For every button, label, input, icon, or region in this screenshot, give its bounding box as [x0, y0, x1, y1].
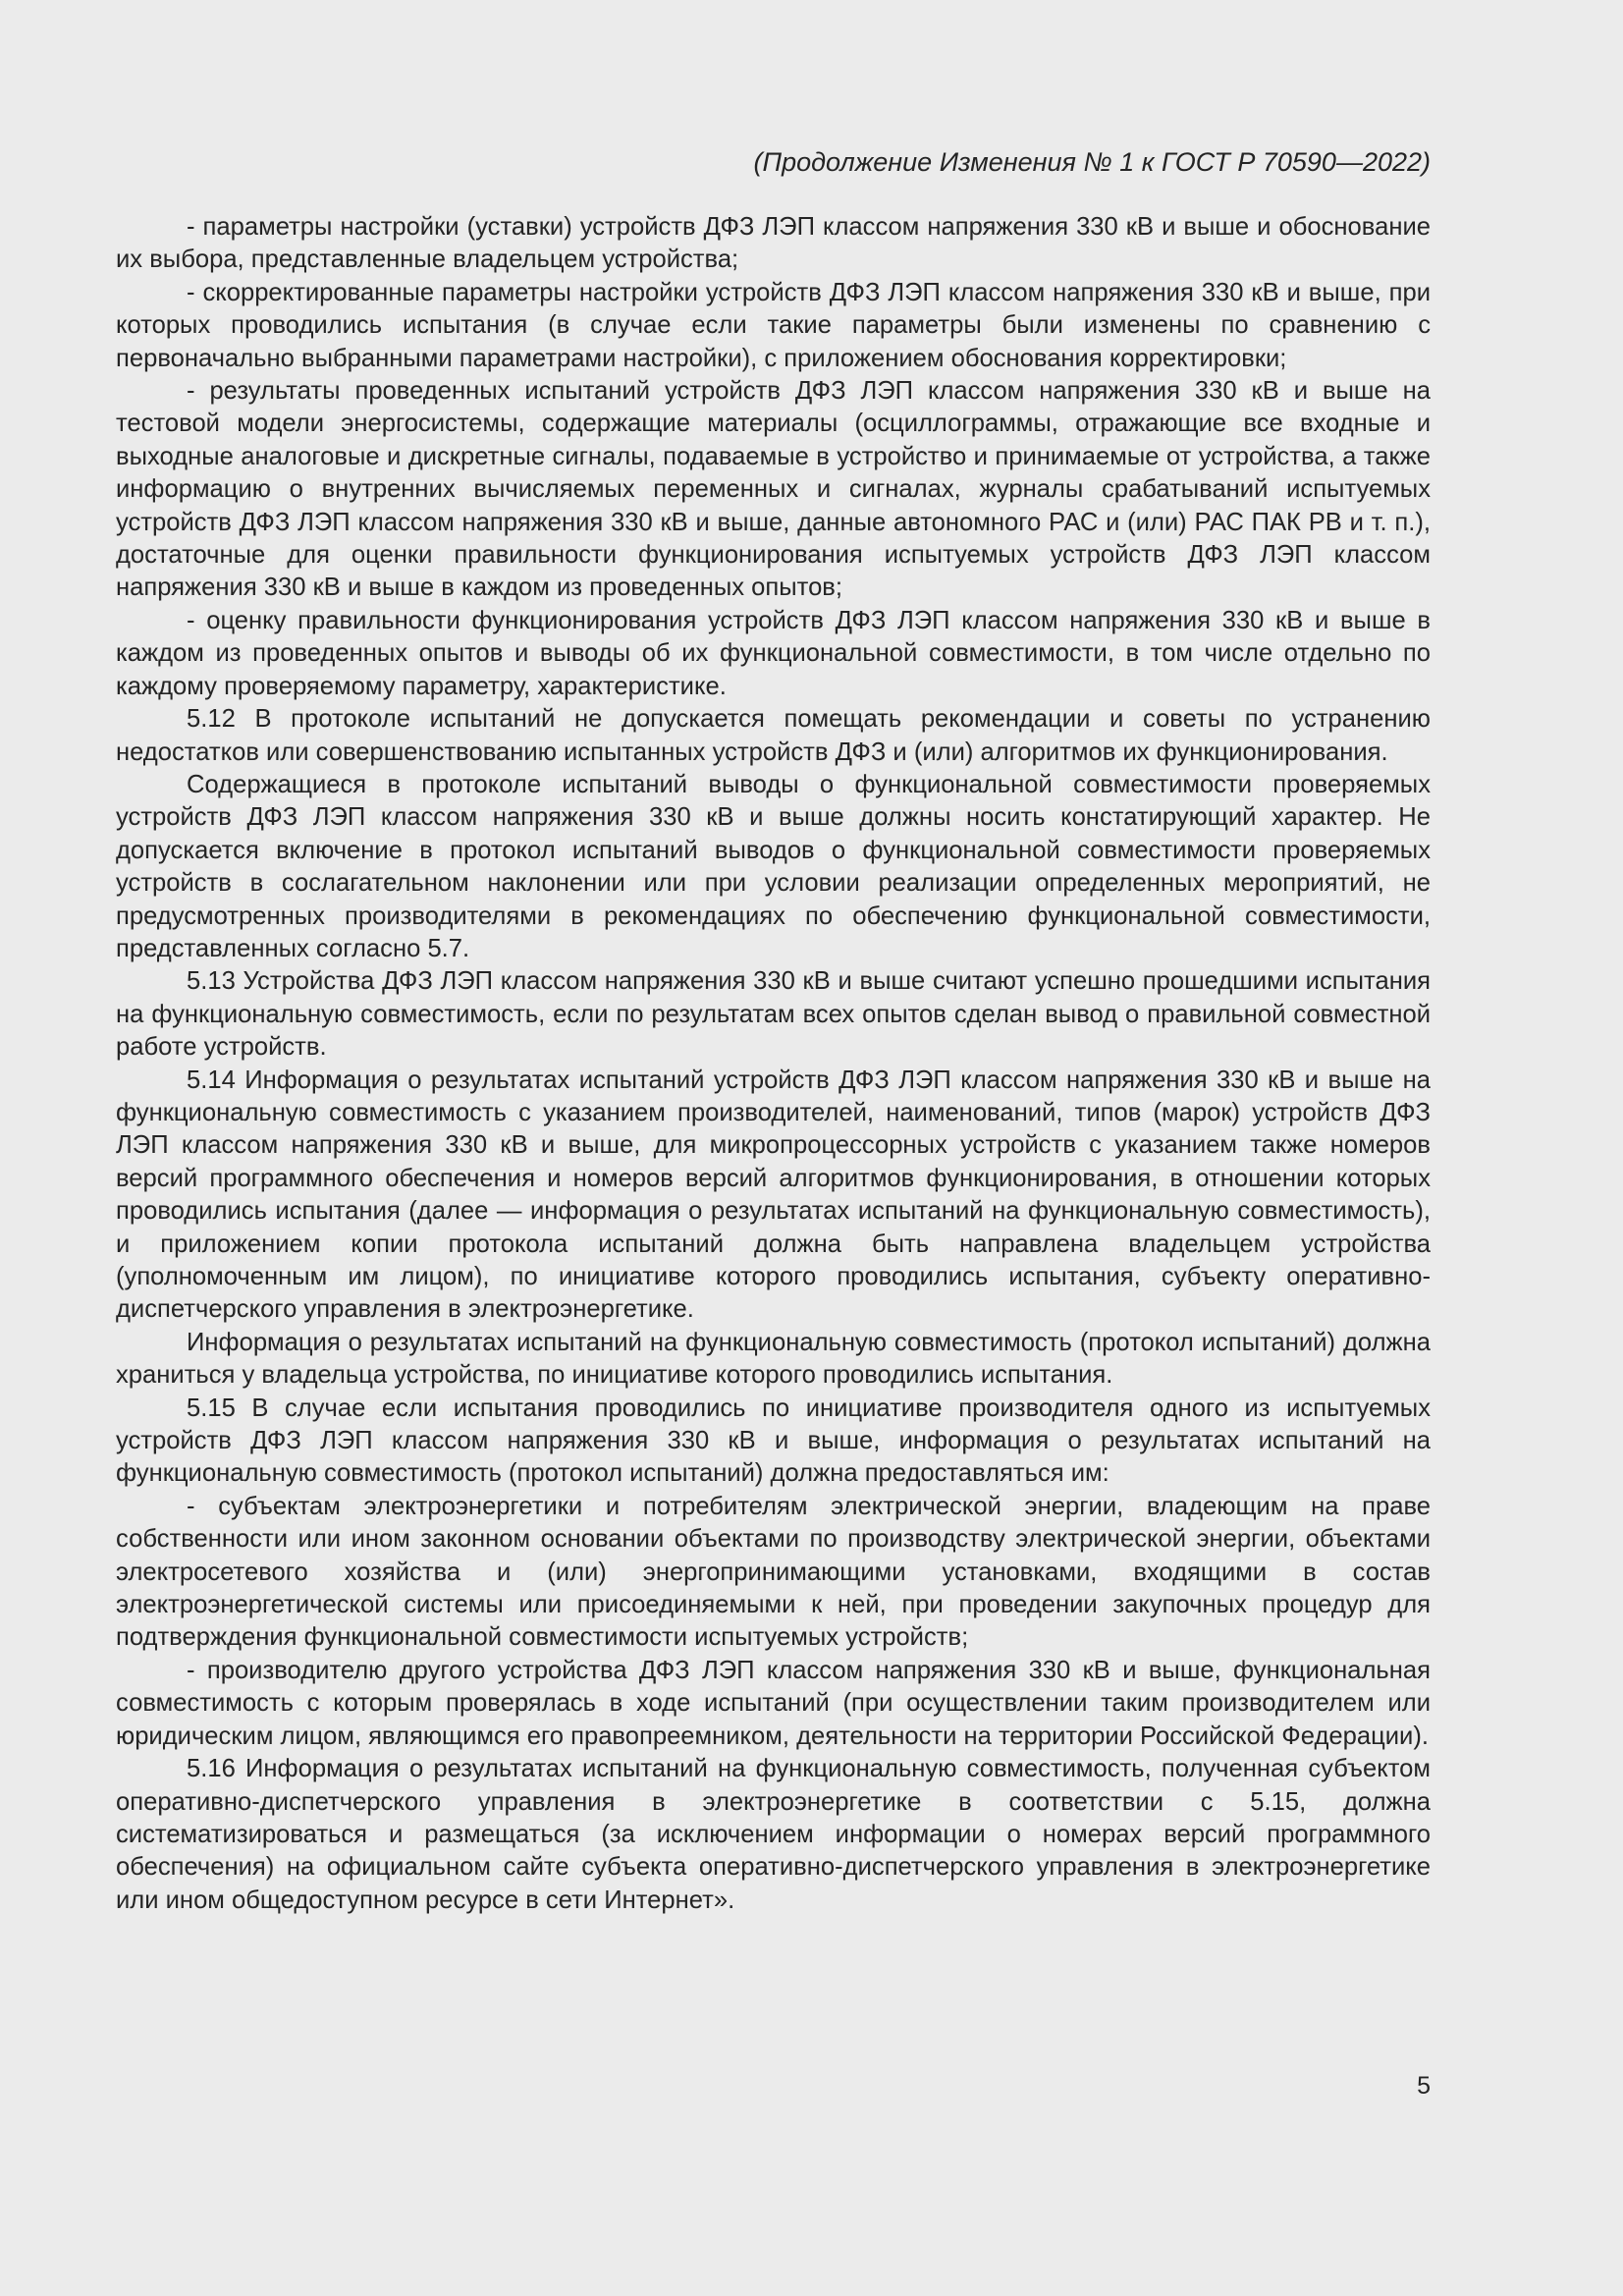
paragraph: Содержащиеся в протоколе испытаний выводы о функциональной совместимости проверяемых устройств ДФЗ ЛЭП классом напряжения 330 кВ и выше должны носить констатирующий характер. Не допускается включение в протокол испытаний выводов о функциональной совместимости проверяемых устройств в сослагательном наклонении или при условии реализации определенных мероприятий, не предусмотренных производителями в рекомендациях по обеспечению функциональной совместимости, представленных согласно 5.7.	[116, 770, 1431, 962]
paragraph-clause-5-16: 5.16 Информация о результатах испытаний на функциональную совместимость, полученная субъектом оперативно-диспетчерского управления в электроэнергетике в соответствии с 5.15, должна систематизироваться и размещаться (за исключением информации о номерах версий программного обеспечения) на официальном сайте субъекта оперативно-диспетчерского управления в электроэнергетике или ином общедоступном ресурсе в сети Интернет».	[116, 1755, 1431, 1914]
paragraph-list-item: - субъектам электроэнергетики и потребителям электрической энергии, владеющим на праве собственности или ином законном основании объектами по производству электрической энергии, объектами электросетевого хозяйства и (или) энергопринимающими установками, входящими в состав электроэнергетической системы или присоединяемыми к ней, при проведении закупочных процедур для подтверждения функциональной совместимости испытуемых устройств;	[116, 1492, 1431, 1652]
paragraph-list-item: - производителю другого устройства ДФЗ ЛЭП классом напряжения 330 кВ и выше, функциональная совместимость с которым проверялась в ходе испытаний (при осуществлении таким производителем или юридическим лицом, являющимся его правопреемником, деятельности на территории Российской Федерации).	[116, 1656, 1431, 1750]
paragraph-clause-5-15: 5.15 В случае если испытания проводились по инициативе производителя одного из испытуемых устройств ДФЗ ЛЭП классом напряжения 330 кВ и выше, информация о результатах испытаний на функциональную совместимость (протокол испытаний) должна предоставляться им:	[116, 1394, 1431, 1488]
paragraph-list-item: - параметры настройки (уставки) устройств ДФЗ ЛЭП классом напряжения 330 кВ и выше и обоснование их выбора, представленные владельцем устройства;	[116, 213, 1431, 274]
paragraph-list-item: - скорректированные параметры настройки устройств ДФЗ ЛЭП классом напряжения 330 кВ и выше, при которых проводились испытания (в случае если такие параметры были изменены по сравнению с первоначально выбранными параметрами настройки), с приложением обоснования корректировки;	[116, 278, 1431, 372]
running-header: (Продолжение Изменения № 1 к ГОСТ Р 70590—2022)	[753, 147, 1431, 177]
paragraph-clause-5-12: 5.12 В протоколе испытаний не допускается помещать рекомендации и советы по устранению недостатков или совершенствованию испытанных устройств ДФЗ и (или) алгоритмов их функционирования.	[116, 705, 1431, 766]
paragraph-clause-5-14: 5.14 Информация о результатах испытаний устройств ДФЗ ЛЭП классом напряжения 330 кВ и выше на функциональную совместимость с указанием производителей, наименований, типов (марок) устройств ДФЗ ЛЭП классом напряжения 330 кВ и выше, для микропроцессорных устройств с указанием также номеров версий программного обеспечения и номеров версий алгоритмов функционирования, в отношении которых проводились испытания (далее — информация о результатах испытаний на функциональную совместимость), и приложением копии протокола испытаний должна быть направлена владельцем устройства (уполномоченным им лицом), по инициативе которого проводились испытания, субъекту оперативно-диспетчерского управления в электроэнергетике.	[116, 1066, 1431, 1324]
paragraph-list-item: - оценку правильности функционирования устройств ДФЗ ЛЭП классом напряжения 330 кВ и выше в каждом из проведенных опытов и выводы об их функциональной совместимости, в том числе отдельно по каждому проверяемому параметру, характеристике.	[116, 606, 1431, 700]
body-text	[116, 211, 1431, 1917]
paragraph-clause-5-13: 5.13 Устройства ДФЗ ЛЭП классом напряжения 330 кВ и выше считают успешно прошедшими испытания на функциональную совместимость, если по результатам всех опытов сделан вывод о правильной совместной работе устройств.	[116, 967, 1431, 1062]
page-number: 5	[1417, 2072, 1431, 2100]
paragraph-list-item: - результаты проведенных испытаний устройств ДФЗ ЛЭП классом напряжения 330 кВ и выше на тестовой модели энергосистемы, содержащие материалы (осциллограммы, отражающие все входные и выходные аналоговые и дискретные сигналы, подаваемые в устройство и принимаемые от устройства, а также информацию о внутренних вычисляемых переменных и сигналах, журналы срабатываний испытуемых устройств ДФЗ ЛЭП классом напряжения 330 кВ и выше, данные автономного РАС и (или) РАС ПАК РВ и т. п.), достаточные для оценки правильности функционирования испытуемых устройств ДФЗ ЛЭП классом напряжения 330 кВ и выше в каждом из проведенных опытов;	[116, 377, 1431, 602]
paragraph: Информация о результатах испытаний на функциональную совместимость (протокол испытаний) должна храниться у владельца устройства, по инициативе которого проводились испытания.	[116, 1328, 1431, 1390]
